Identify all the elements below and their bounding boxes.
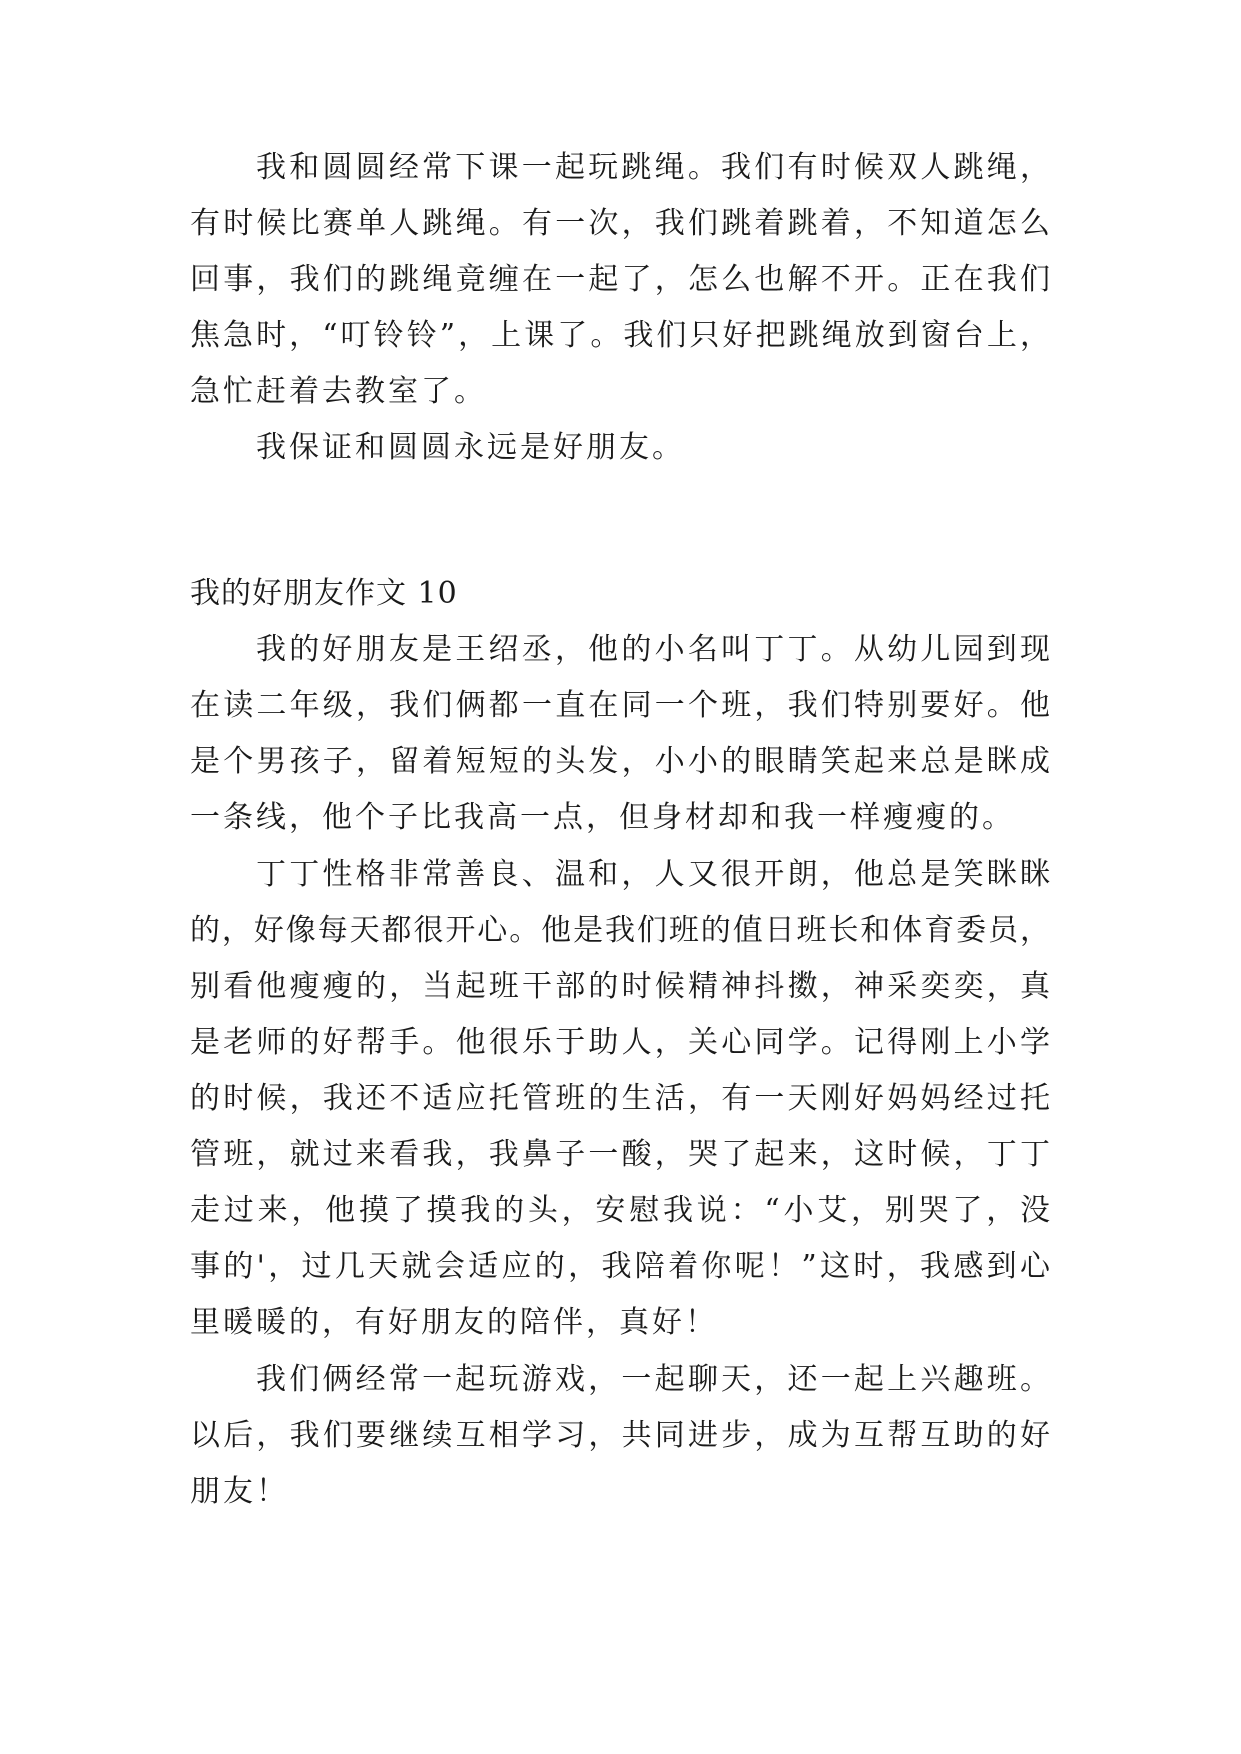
paragraph-line: 事的'，过几天就会适应的，我陪着你呢！”这时，我感到心 <box>190 1249 1050 1284</box>
paragraph-line: 朋友！ <box>190 1474 289 1509</box>
paragraph-line: 急忙赶着去教室了。 <box>190 374 487 409</box>
paragraph-line: 是老师的好帮手。他很乐于助人，关心同学。记得刚上小学 <box>190 1025 1050 1060</box>
paragraph-line: 回事，我们的跳绳竟缠在一起了，怎么也解不开。正在我们 <box>190 262 1050 297</box>
paragraph-line: 的，好像每天都很开心。他是我们班的值日班长和体育委员， <box>190 913 1050 948</box>
paragraph-line: 一条线，他个子比我高一点，但身材却和我一样瘦瘦的。 <box>190 800 1015 835</box>
paragraph-line: 管班，就过来看我，我鼻子一酸，哭了起来，这时候，丁丁 <box>190 1137 1050 1172</box>
paragraph-line: 我们俩经常一起玩游戏，一起聊天，还一起上兴趣班。 <box>256 1362 1050 1397</box>
paragraph-line: 丁丁性格非常善良、温和，人又很开朗，他总是笑眯眯 <box>256 857 1050 892</box>
essay-title: 我的好朋友作文 10 <box>190 576 458 611</box>
paragraph-line: 走过来，他摸了摸我的头，安慰我说：“小艾，别哭了，没 <box>190 1193 1050 1228</box>
paragraph-line: 以后，我们要继续互相学习，共同进步，成为互帮互助的好 <box>190 1418 1050 1453</box>
paragraph-line: 焦急时，“叮铃铃”，上课了。我们只好把跳绳放到窗台上， <box>190 318 1050 353</box>
paragraph-line: 有时候比赛单人跳绳。有一次，我们跳着跳着，不知道怎么 <box>190 206 1050 241</box>
paragraph-line: 我和圆圆经常下课一起玩跳绳。我们有时候双人跳绳， <box>256 150 1050 185</box>
paragraph-line: 的时候，我还不适应托管班的生活，有一天刚好妈妈经过托 <box>190 1081 1050 1116</box>
paragraph-line: 别看他瘦瘦的，当起班干部的时候精神抖擞，神采奕奕，真 <box>190 969 1050 1004</box>
paragraph-line: 我的好朋友是王绍丞，他的小名叫丁丁。从幼儿园到现 <box>256 632 1050 667</box>
paragraph-line: 我保证和圆圆永远是好朋友。 <box>256 430 685 465</box>
paragraph-line: 是个男孩子，留着短短的头发，小小的眼睛笑起来总是眯成 <box>190 744 1050 779</box>
paragraph-line: 里暖暖的，有好朋友的陪伴，真好！ <box>190 1305 718 1340</box>
paragraph-line: 在读二年级，我们俩都一直在同一个班，我们特别要好。他 <box>190 688 1050 723</box>
